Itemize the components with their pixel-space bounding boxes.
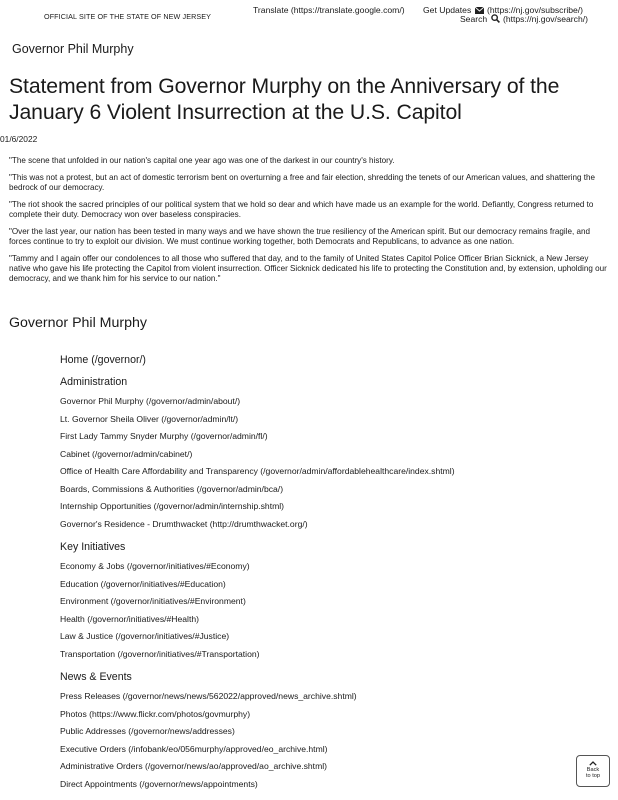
nav-item[interactable]: Cabinet (/governor/admin/cabinet/) bbox=[60, 448, 193, 459]
nav-item[interactable]: Photos (https://www.flickr.com/photos/govmurphy) bbox=[60, 708, 251, 719]
article-date: 01/6/2022 bbox=[0, 134, 38, 144]
nav-item[interactable]: Law & Justice (/governor/initiatives/#Justice) bbox=[60, 631, 230, 641]
nav-item[interactable]: First Lady Tammy Snyder Murphy (/governor/admin/fl/) bbox=[60, 431, 268, 441]
article-paragraph: "This was not a protest, but an act of domestic terrorism bent on overturning a free and fair election, shredding the tenets of our American values, and shattering the bedrock of our democracy. bbox=[9, 173, 595, 193]
get-updates-label: Get Updates bbox=[423, 5, 472, 15]
nav-section-news-events[interactable]: News & Events bbox=[60, 671, 132, 683]
nav-item[interactable]: Governor Phil Murphy (/governor/admin/about/) bbox=[60, 396, 241, 406]
nav-item[interactable]: Lt. Governor Sheila Oliver (/governor/admin/lt/) bbox=[60, 413, 239, 424]
nav-item[interactable]: Environment (/governor/initiatives/#Environment) bbox=[60, 596, 246, 606]
search-label: Search bbox=[459, 14, 488, 24]
site-name[interactable]: Governor Phil Murphy bbox=[12, 42, 134, 56]
official-site-label: OFFICIAL SITE OF THE STATE OF NEW JERSEY bbox=[44, 12, 212, 21]
nav-item[interactable]: Health (/governor/initiatives/#Health) bbox=[60, 613, 199, 624]
search-link[interactable] bbox=[460, 14, 588, 24]
get-updates-url: (https://nj.gov/subscribe/) bbox=[487, 5, 584, 15]
chevron-up-icon bbox=[589, 761, 597, 766]
nav-section-key-initiatives[interactable]: Key Initiatives bbox=[60, 541, 126, 553]
footer-nav-title: Governor Phil Murphy bbox=[9, 315, 147, 331]
search-url: (https://nj.gov/search/) bbox=[502, 14, 588, 24]
envelope-icon bbox=[475, 7, 484, 14]
nav-item[interactable]: Public Addresses (/governor/news/addresses) bbox=[60, 726, 235, 736]
nav-section-administration[interactable]: Administration bbox=[60, 376, 128, 388]
translate-link[interactable]: Translate (https://translate.google.com/) bbox=[253, 5, 405, 15]
nav-item[interactable]: Transportation (/governor/initiatives/#Transportation) bbox=[60, 648, 260, 659]
back-to-top-label-line2: to top bbox=[586, 773, 600, 779]
article-title: Statement from Governor Murphy on the Anniversary of the January 6 Violent Insurrection at the U.S. Capitol bbox=[9, 75, 560, 124]
nav-item[interactable]: Economy & Jobs (/governor/initiatives/#Economy) bbox=[60, 561, 250, 571]
nav-home-link[interactable]: Home (/governor/) bbox=[60, 354, 146, 366]
nav-item[interactable]: Press Releases (/governor/news/news/562022/approved/news_archive.shtml) bbox=[60, 691, 357, 701]
back-to-top-label-line1: Back bbox=[586, 767, 600, 773]
nav-item[interactable]: Administrative Orders (/governor/news/ao/approved/ao_archive.shtml) bbox=[60, 761, 328, 771]
back-to-top-button[interactable] bbox=[576, 755, 610, 787]
top-utility-bar bbox=[0, 0, 618, 30]
article-paragraph: "Tammy and I again offer our condolences to all those who suffered that day, and to the family of United States Capitol Police Officer Brian Sicknick, a New Jersey native who gave his life protecting the Capitol from violent insurrection. Officer Sicknick dedicated his life to protecting the Constitution and, by extension, upholding our democracy, and we thank him for his service to our nation." bbox=[9, 254, 607, 284]
nav-item[interactable]: Internship Opportunities (/governor/admin/internship.shtml) bbox=[60, 501, 285, 511]
article-paragraph: "The riot shook the sacred principles of our political system that we hold so dear and which have made us an example for the world. Defiantly, Congress returned to complete their duty. Democracy won over baseless conspiracies. bbox=[9, 200, 594, 220]
article-paragraph: "The scene that unfolded in our nation's capital one year ago was one of the darkest in our country's history. bbox=[9, 156, 395, 165]
nav-item[interactable]: Education (/governor/initiatives/#Education) bbox=[60, 578, 226, 589]
nav-item[interactable]: Direct Appointments (/governor/news/appointments) bbox=[60, 778, 258, 789]
nav-item[interactable]: Executive Orders (/infobank/eo/056murphy/approved/eo_archive.html) bbox=[60, 743, 328, 754]
magnifier-icon bbox=[491, 14, 500, 23]
nav-item[interactable]: Governor's Residence - Drumthwacket (http://drumthwacket.org/) bbox=[60, 518, 308, 529]
nav-item[interactable]: Office of Health Care Affordability and Transparency (/governor/admin/affordablehealthcare/index.shtml) bbox=[60, 466, 455, 476]
nav-item[interactable]: Boards, Commissions & Authorities (/governor/admin/bca/) bbox=[60, 483, 284, 494]
article-paragraph: "Over the last year, our nation has been tested in many ways and we have shown the true resiliency of the American spirit. But our democracy remains fragile, and forces continue to try to exploit our division. We must continue working together, both Democrats and Republicans, to advance as one nation. bbox=[9, 227, 590, 247]
